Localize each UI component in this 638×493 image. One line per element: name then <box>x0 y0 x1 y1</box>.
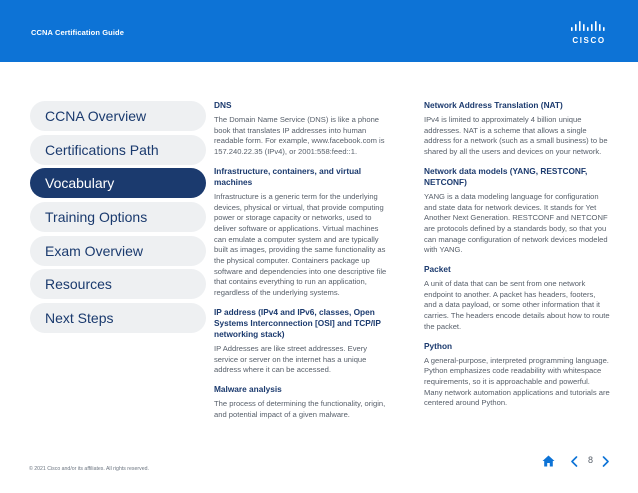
chevron-right-icon[interactable] <box>602 456 610 467</box>
term-title: Network Address Translation (NAT) <box>424 100 563 110</box>
nav-item-ccna-overview[interactable]: CCNA Overview <box>30 101 206 131</box>
vocabulary-column-left <box>214 100 392 428</box>
chevron-left-icon[interactable] <box>570 456 578 467</box>
term-title: Malware analysis <box>214 383 282 394</box>
term-definition: The process of determining the functionality, origin, and potential impact of a given malware. <box>214 398 386 419</box>
term-definition: Infrastructure is a generic term for the underlying devices, physical or virtual, that provide computing power or storage capacity or networks, used to deliver software or applications. Virtual machines can emulate a computer system and are typically built as images, providing the same functionality as the physical computer. Containers package up software and dependencies into one descriptive file that contains everything to run an application, regardless of the underlying systems. <box>214 191 387 298</box>
cisco-bars-icon <box>568 21 610 35</box>
nav-item-training-options[interactable]: Training Options <box>30 202 206 232</box>
term-definition: The Domain Name Service (DNS) is like a phone book that translates IP addresses into human readable form. For example, www.facebook.com is 157.240.22.35 (IPv4), or 2001:558:feed::1. <box>214 115 385 157</box>
cisco-logo <box>568 21 610 47</box>
nav-item-resources[interactable]: Resources <box>30 269 206 299</box>
term-network-data-models <box>424 166 610 256</box>
term-dns <box>214 100 392 158</box>
section-nav <box>30 101 206 337</box>
vocabulary-column-right <box>424 100 610 417</box>
term-infrastructure <box>214 166 392 299</box>
term-title: Python <box>424 340 453 351</box>
nav-item-exam-overview[interactable]: Exam Overview <box>30 236 206 266</box>
term-definition: IPv4 is limited to approximately 4 billion unique addresses. NAT is a scheme that allows a single address for a network (such as a small business) to be shared by all the users and devices on your network. <box>424 115 608 157</box>
cisco-wordmark: CISCO <box>572 36 606 45</box>
nav-item-vocabulary[interactable]: Vocabulary <box>30 168 206 198</box>
term-title: Infrastructure, containers, and virtual machines <box>214 165 362 187</box>
copyright-notice: © 2021 Cisco and/or its affiliates. All rights reserved. <box>29 466 149 472</box>
term-nat <box>424 100 610 158</box>
term-title: IP address (IPv4 and IPv6, classes, Open Systems Interconnection [OSI] and TCP/IP networking stack) <box>214 306 381 339</box>
term-definition: A unit of data that can be sent from one network endpoint to another. A packet has headers, footers, and a data payload, or some other information that it carries. The headers encode details about how to route the packet. <box>424 279 610 331</box>
term-title: Network data models (YANG, RESTCONF, NETCONF) <box>424 165 588 187</box>
term-definition: A general-purpose, interpreted programming language. Python emphasizes code readability with whitespace requirements, so it is approachable and powerful. Many network automation applications and tutorials are centered around Python. <box>424 355 610 408</box>
page-navigation <box>542 455 614 469</box>
term-ip-address <box>214 307 392 376</box>
term-title: Packet <box>424 264 451 275</box>
term-title: DNS <box>214 100 232 110</box>
nav-item-next-steps[interactable]: Next Steps <box>30 303 206 333</box>
nav-item-certifications-path[interactable]: Certifications Path <box>30 135 206 165</box>
term-definition: YANG is a data modeling language for configuration and state data for network devices. It stands for Yet Another Next Generation. RESTCONF and NETCONF are protocols defined by a standards body, so that you can manage configuration of network devices modeled with YANG. <box>424 191 608 255</box>
term-definition: IP Addresses are like street addresses. Every service or server on the internet has a unique address where it can be accessed. <box>214 343 368 375</box>
term-python <box>424 341 610 410</box>
term-packet <box>424 264 610 333</box>
page-number: 8 <box>588 455 594 465</box>
document-title: CCNA Certification Guide <box>31 28 124 37</box>
home-icon[interactable] <box>542 455 555 467</box>
term-malware-analysis <box>214 384 392 420</box>
header-bar <box>0 0 638 62</box>
